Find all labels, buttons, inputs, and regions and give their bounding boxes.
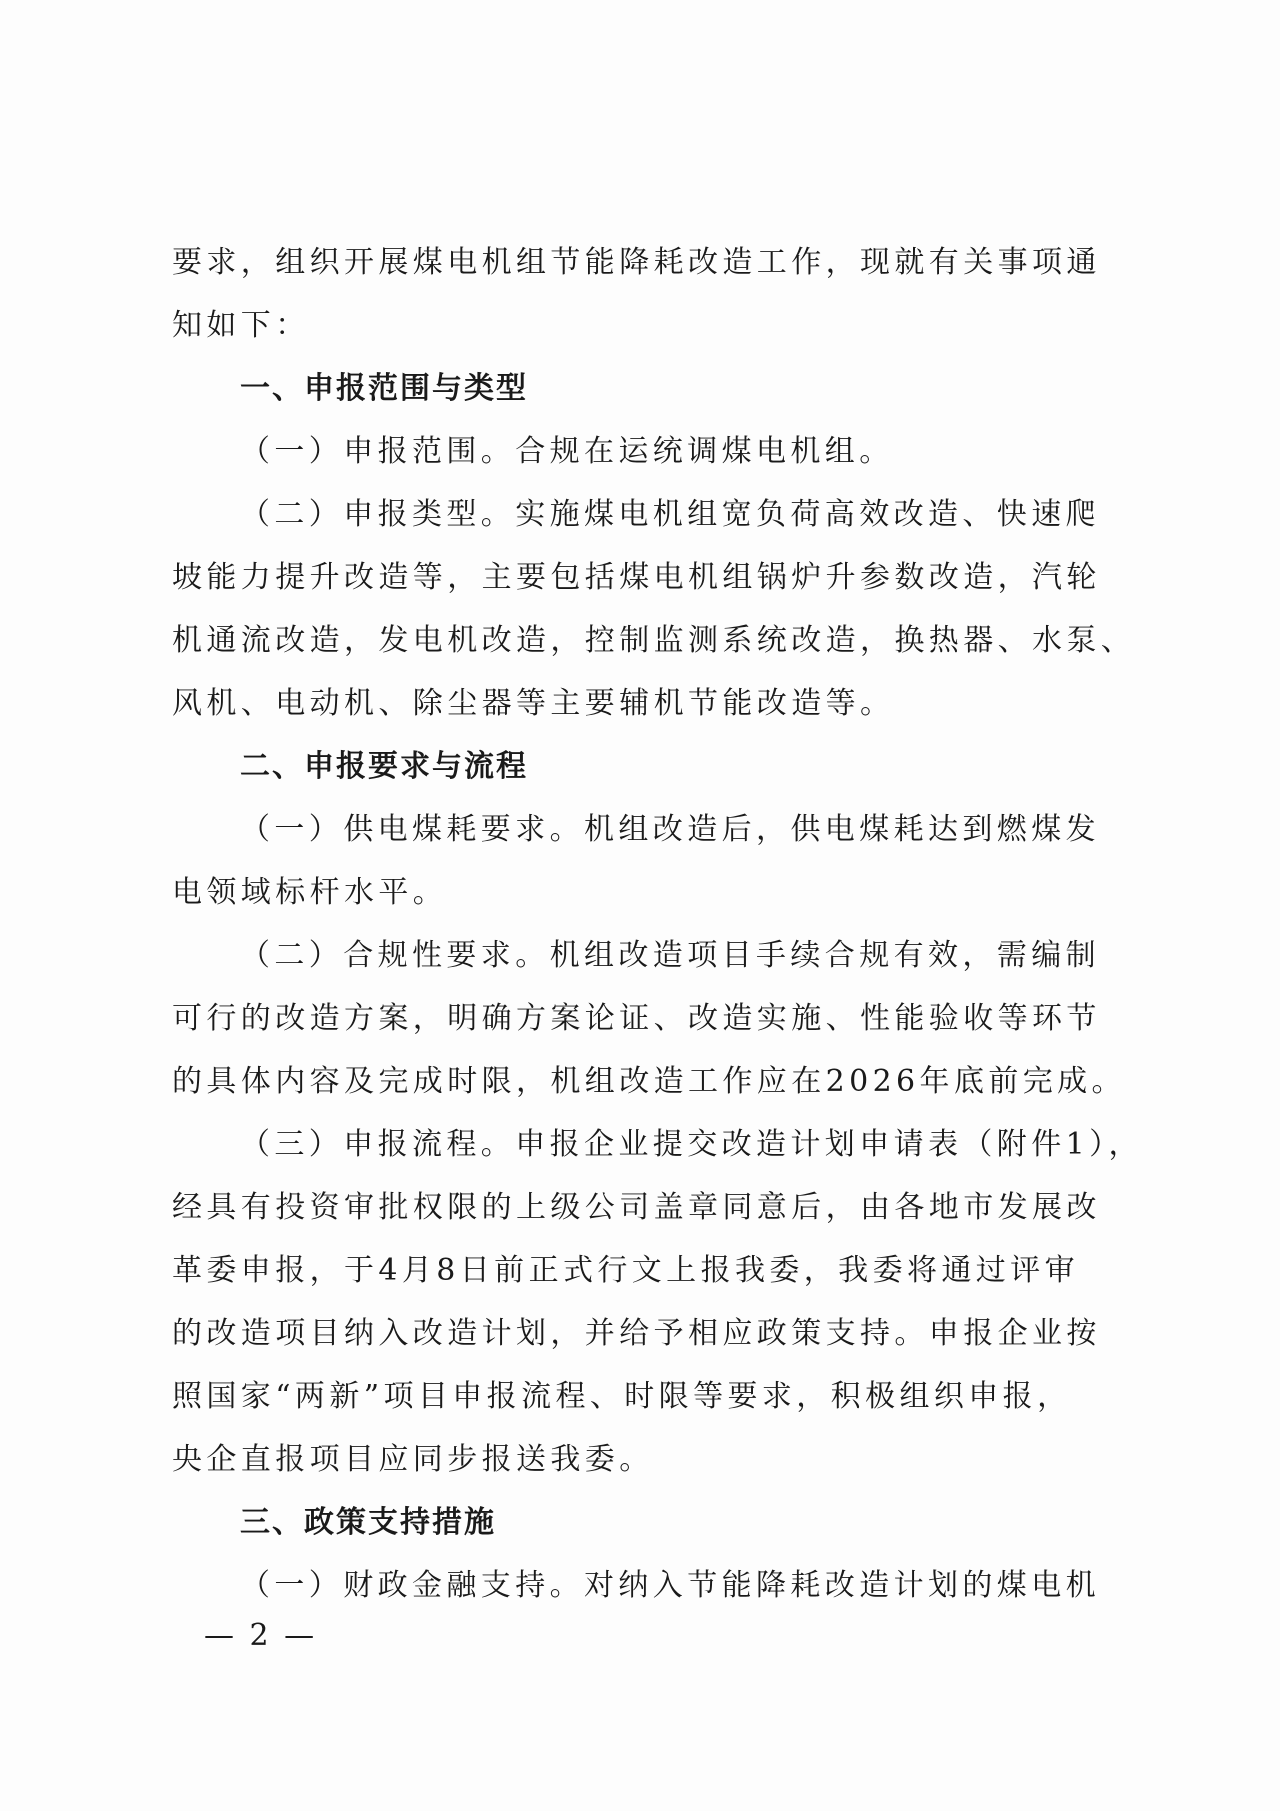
body-text-line: 知如下： — [172, 308, 310, 343]
body-text-line: 风机、电动机、除尘器等主要辅机节能改造等。 — [172, 686, 895, 721]
section-heading: 一、申报范围与类型 — [240, 371, 528, 406]
body-text-line: 的具体内容及完成时限，机组改造工作应在2026年底前完成。 — [172, 1064, 1126, 1099]
page-number: — 2 — — [204, 1618, 318, 1653]
section-heading: 三、政策支持措施 — [240, 1505, 496, 1540]
body-text-line: 机通流改造，发电机改造，控制监测系统改造，换热器、水泵、 — [172, 623, 1136, 658]
body-text-line: 电领域标杆水平。 — [172, 875, 448, 910]
body-text-line: （一）申报范围。合规在运统调煤电机组。 — [240, 434, 894, 469]
body-text-line: 的改造项目纳入改造计划，并给予相应政策支持。申报企业按 — [172, 1316, 1101, 1351]
body-text-line: （一）供电煤耗要求。机组改造后，供电煤耗达到燃煤发 — [240, 812, 1100, 847]
body-text-line: 照国家“两新”项目申报流程、时限等要求，积极组织申报， — [172, 1379, 1072, 1414]
body-text-line: 可行的改造方案，明确方案论证、改造实施、性能验收等环节 — [172, 1001, 1101, 1036]
body-text-line: （二）合规性要求。机组改造项目手续合规有效，需编制 — [240, 938, 1100, 973]
body-text-line: （一）财政金融支持。对纳入节能降耗改造计划的煤电机 — [240, 1568, 1100, 1603]
body-text-line: 要求，组织开展煤电机组节能降耗改造工作，现就有关事项通 — [172, 245, 1101, 280]
section-heading: 二、申报要求与流程 — [240, 749, 528, 784]
document-body — [172, 231, 1143, 1617]
body-text-line: 坡能力提升改造等，主要包括煤电机组锅炉升参数改造，汽轮 — [172, 560, 1101, 595]
body-text-line: 革委申报，于4月8日前正式行文上报我委，我委将通过评审 — [172, 1253, 1079, 1288]
body-text-line: （二）申报类型。实施煤电机组宽负荷高效改造、快速爬 — [240, 497, 1100, 532]
body-text-line: 央企直报项目应同步报送我委。 — [172, 1442, 654, 1477]
body-text-line: 经具有投资审批权限的上级公司盖章同意后，由各地市发展改 — [172, 1190, 1101, 1225]
body-text-line: （三）申报流程。申报企业提交改造计划申请表（附件1）， — [240, 1127, 1143, 1162]
